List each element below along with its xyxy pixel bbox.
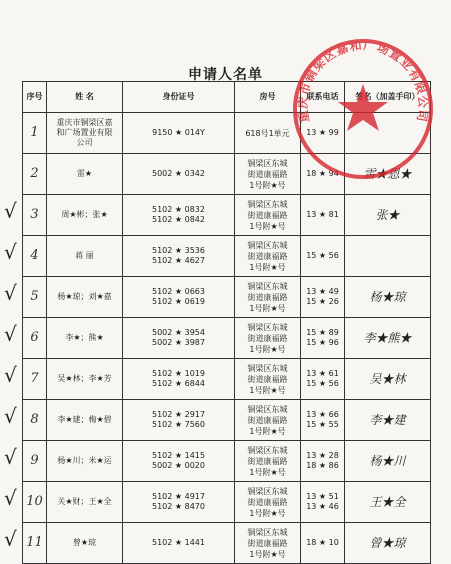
check-mark-icon: √ <box>4 485 17 510</box>
row-phone-line: 13 ★ 66 <box>306 410 339 419</box>
row-seq <box>23 318 47 359</box>
row-phone-line: 18 ★ 86 <box>306 461 339 470</box>
row-id-line: 5102 ★ 4627 <box>152 256 205 265</box>
row-signature <box>345 441 431 482</box>
row-phone <box>301 441 345 482</box>
row-room-line: 街道康福路 <box>247 538 288 548</box>
row-signature <box>345 318 431 359</box>
row-room-line: 1号附★号 <box>249 467 286 477</box>
row-seq-line: 8 <box>30 412 39 427</box>
header-id-card: 身份证号 <box>123 82 235 113</box>
row-room-line: 街道康福路 <box>247 292 288 302</box>
row-phone <box>301 359 345 400</box>
row-id-line: 5102 ★ 6844 <box>152 379 205 388</box>
row-seq-line: 4 <box>30 248 39 263</box>
table-row <box>23 482 431 523</box>
row-phone-line: 13 ★ 99 <box>306 128 339 137</box>
row-phone-line: 13 ★ 51 <box>306 492 339 501</box>
row-seq-line: 2 <box>30 166 39 181</box>
row-phone <box>301 318 345 359</box>
row-id-line: 5102 ★ 0619 <box>152 297 205 306</box>
row-room <box>235 277 301 318</box>
document-title: 申请人名单 <box>188 67 263 83</box>
table-row <box>23 195 431 236</box>
row-room <box>235 236 301 277</box>
row-signature-line: 杨★琼 <box>369 290 406 304</box>
header-name: 姓 名 <box>47 82 123 113</box>
check-mark-icon: √ <box>4 444 17 469</box>
row-phone-line: 13 ★ 49 <box>306 287 339 296</box>
row-name <box>47 154 123 195</box>
row-phone-line: 13 ★ 46 <box>306 502 339 511</box>
row-signature-line: 杨★川 <box>369 454 406 468</box>
row-signature <box>345 523 431 564</box>
row-room-line: 街道康福路 <box>247 210 288 220</box>
row-id <box>123 113 235 154</box>
row-signature <box>345 236 431 277</box>
row-name-line: 重庆市铜梁区嘉 <box>56 118 113 127</box>
row-id-line: 5102 ★ 3536 <box>152 246 205 255</box>
row-signature-line: 李★熊★ <box>363 331 412 345</box>
row-id-line: 5102 ★ 1441 <box>152 538 205 547</box>
row-room-line: 1号附★号 <box>249 508 286 518</box>
row-room <box>235 523 301 564</box>
row-phone-line: 13 ★ 61 <box>306 369 339 378</box>
row-phone-line: 15 ★ 56 <box>306 379 339 388</box>
row-room-line: 街道康福路 <box>247 251 288 261</box>
row-seq <box>23 523 47 564</box>
row-name <box>47 113 123 154</box>
row-room-line: 铜梁区东城 <box>247 322 288 332</box>
row-phone <box>301 523 345 564</box>
row-room-line: 1号附★号 <box>249 221 286 231</box>
header-room: 房号 <box>235 82 301 113</box>
row-id-line: 5102 ★ 0663 <box>152 287 205 296</box>
row-name-line: 杨★川；米★运 <box>57 456 112 465</box>
row-name-line: 周★彬；张★ <box>61 210 108 219</box>
row-room-line: 铜梁区东城 <box>247 281 288 291</box>
row-seq <box>23 400 47 441</box>
row-signature-line: 王★全 <box>369 495 406 509</box>
check-mark-icon: √ <box>4 198 17 223</box>
row-id <box>123 359 235 400</box>
row-id-line: 5102 ★ 1019 <box>152 369 205 378</box>
row-id-line: 5002 ★ 3987 <box>152 338 205 347</box>
row-name <box>47 277 123 318</box>
row-room-line: 1号附★号 <box>249 303 286 313</box>
row-id-line: 9150 ★ 014Y <box>152 128 205 137</box>
row-id <box>123 441 235 482</box>
row-seq <box>23 277 47 318</box>
row-room <box>235 441 301 482</box>
row-phone <box>301 400 345 441</box>
row-id <box>123 482 235 523</box>
header-phone: 联系电话 <box>301 82 345 113</box>
row-name-line: 曾★琼 <box>72 538 97 547</box>
row-room-line: 铜梁区东城 <box>247 363 288 373</box>
row-room-line: 街道康福路 <box>247 456 288 466</box>
row-seq <box>23 482 47 523</box>
check-mark-icon: √ <box>4 526 17 551</box>
row-room-line: 铜梁区东城 <box>247 445 288 455</box>
row-room <box>235 359 301 400</box>
check-mark-icon: √ <box>4 403 17 428</box>
header-signature: 签名（加盖手印） <box>345 82 431 113</box>
row-seq-line: 7 <box>30 371 39 386</box>
row-room <box>235 195 301 236</box>
row-phone-line: 15 ★ 96 <box>306 338 339 347</box>
row-phone-line: 15 ★ 89 <box>306 328 339 337</box>
row-room-line: 618号1单元 <box>245 128 290 138</box>
row-name <box>47 400 123 441</box>
row-name <box>47 195 123 236</box>
row-signature-line: 吴★林 <box>369 372 406 386</box>
row-room <box>235 400 301 441</box>
row-phone-line: 15 ★ 55 <box>306 420 339 429</box>
row-room-line: 铜梁区东城 <box>247 240 288 250</box>
row-room-line: 1号附★号 <box>249 385 286 395</box>
check-mark-icon: √ <box>4 239 17 264</box>
row-room-line: 街道康福路 <box>247 497 288 507</box>
row-name-line: 李★建；梅★碧 <box>57 415 112 424</box>
row-room-line: 街道康福路 <box>247 374 288 384</box>
row-phone-line: 13 ★ 81 <box>306 210 339 219</box>
row-seq <box>23 154 47 195</box>
row-room <box>235 482 301 523</box>
row-id <box>123 277 235 318</box>
row-phone-line: 18 ★ 94 <box>306 169 339 178</box>
row-room-line: 街道康福路 <box>247 333 288 343</box>
row-name-line: 蒋 丽 <box>75 251 94 260</box>
row-id-line: 5002 ★ 3954 <box>152 328 205 337</box>
row-room-line: 1号附★号 <box>249 549 286 559</box>
row-room-line: 铜梁区东城 <box>247 404 288 414</box>
row-room-line: 1号附★号 <box>249 262 286 272</box>
row-name-line: 李★；熊★ <box>65 333 104 342</box>
row-seq-line: 1 <box>30 125 39 140</box>
check-mark-icon: √ <box>4 321 17 346</box>
table-row <box>23 277 431 318</box>
row-id-line: 5002 ★ 0342 <box>152 169 205 178</box>
row-id <box>123 154 235 195</box>
table-row <box>23 523 431 564</box>
row-signature-line: 张★ <box>375 208 400 222</box>
row-seq-line: 3 <box>30 207 39 222</box>
row-phone-line: 13 ★ 28 <box>306 451 339 460</box>
row-name <box>47 523 123 564</box>
row-name-line: 关★财；王★全 <box>57 497 112 506</box>
table-row <box>23 236 431 277</box>
row-name <box>47 482 123 523</box>
check-mark-icon: √ <box>4 362 17 387</box>
row-name <box>47 236 123 277</box>
row-name <box>47 359 123 400</box>
svg-text:重庆市铜梁区嘉和广场置业有限公司: 重庆市铜梁区嘉和广场置业有限公司 <box>295 38 431 124</box>
table-row <box>23 400 431 441</box>
row-id-line: 5102 ★ 1415 <box>152 451 205 460</box>
row-id <box>123 318 235 359</box>
row-room-line: 1号附★号 <box>249 180 286 190</box>
row-id-line: 5002 ★ 0020 <box>152 461 205 470</box>
row-seq-line: 5 <box>30 289 39 304</box>
row-id-line: 5102 ★ 7560 <box>152 420 205 429</box>
row-signature <box>345 195 431 236</box>
row-phone-line: 18 ★ 10 <box>306 538 339 547</box>
row-id-line: 5102 ★ 4917 <box>152 492 205 501</box>
row-name-line: 公司 <box>76 138 93 147</box>
row-phone <box>301 236 345 277</box>
row-id <box>123 236 235 277</box>
row-id-line: 5102 ★ 0832 <box>152 205 205 214</box>
row-signature <box>345 359 431 400</box>
table-row <box>23 359 431 400</box>
row-seq <box>23 113 47 154</box>
row-seq-line: 6 <box>30 330 39 345</box>
row-name-line: 和广场置业有限 <box>56 128 113 137</box>
row-room-line: 1号附★号 <box>249 344 286 354</box>
row-name <box>47 318 123 359</box>
row-id <box>123 195 235 236</box>
row-seq <box>23 236 47 277</box>
row-id <box>123 400 235 441</box>
table-row <box>23 441 431 482</box>
row-phone <box>301 277 345 318</box>
row-id-line: 5102 ★ 0842 <box>152 215 205 224</box>
row-room-line: 铜梁区东城 <box>247 527 288 537</box>
row-signature-line: 李★建 <box>369 413 406 427</box>
row-id-line: 5102 ★ 2917 <box>152 410 205 419</box>
row-seq-line: 9 <box>30 453 39 468</box>
row-room-line: 街道康福路 <box>247 169 288 179</box>
row-name-line: 吴★林；李★芳 <box>57 374 112 383</box>
row-phone <box>301 195 345 236</box>
row-seq <box>23 195 47 236</box>
check-mark-icon: √ <box>4 280 17 305</box>
row-id <box>123 523 235 564</box>
row-seq-line: 10 <box>26 494 43 509</box>
row-seq <box>23 359 47 400</box>
row-name <box>47 441 123 482</box>
row-signature <box>345 400 431 441</box>
row-signature-line: 雷★恩★ <box>363 167 412 181</box>
row-seq <box>23 441 47 482</box>
row-name-line: 杨★琼；刘★嘉 <box>57 292 112 301</box>
row-room-line: 铜梁区东城 <box>247 486 288 496</box>
row-room-line: 铜梁区东城 <box>247 158 288 168</box>
row-name-line: 雷★ <box>76 169 93 178</box>
row-seq-line: 11 <box>26 535 43 550</box>
row-signature <box>345 277 431 318</box>
row-signature-line: 曾★琼 <box>369 536 406 550</box>
row-id-line: 5102 ★ 8470 <box>152 502 205 511</box>
row-signature <box>345 482 431 523</box>
row-phone <box>301 482 345 523</box>
row-phone-line: 15 ★ 26 <box>306 297 339 306</box>
header-seq: 序号 <box>23 82 47 113</box>
row-room-line: 1号附★号 <box>249 426 286 436</box>
company-seal <box>290 36 436 182</box>
row-room-line: 街道康福路 <box>247 415 288 425</box>
row-room-line: 铜梁区东城 <box>247 199 288 209</box>
row-room <box>235 318 301 359</box>
row-phone-line: 15 ★ 56 <box>306 251 339 260</box>
table-row <box>23 318 431 359</box>
